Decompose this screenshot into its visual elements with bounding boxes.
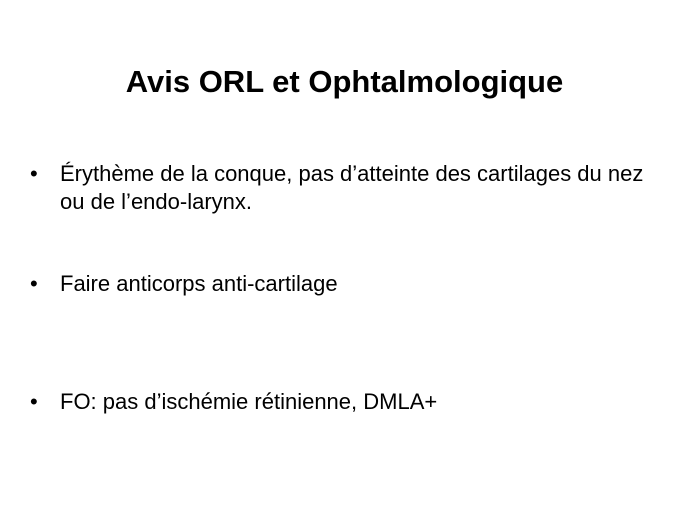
bullet-text: Érythème de la conque, pas d’atteinte des cartilages du nez ou de l’endo-larynx. bbox=[60, 161, 644, 214]
bullet-dot-icon: • bbox=[30, 161, 38, 186]
bullet-item bbox=[30, 270, 670, 298]
bullet-dot-icon: • bbox=[30, 389, 38, 414]
bullet-dot-icon: • bbox=[30, 271, 38, 296]
slide-title: Avis ORL et Ophtalmologique bbox=[125, 64, 564, 99]
bullet-text: FO: pas d’ischémie rétinienne, DMLA+ bbox=[60, 389, 438, 414]
bullet-item bbox=[30, 388, 670, 416]
bullet-text: Faire anticorps anti-cartilage bbox=[60, 271, 338, 296]
bullet-item bbox=[30, 160, 670, 216]
